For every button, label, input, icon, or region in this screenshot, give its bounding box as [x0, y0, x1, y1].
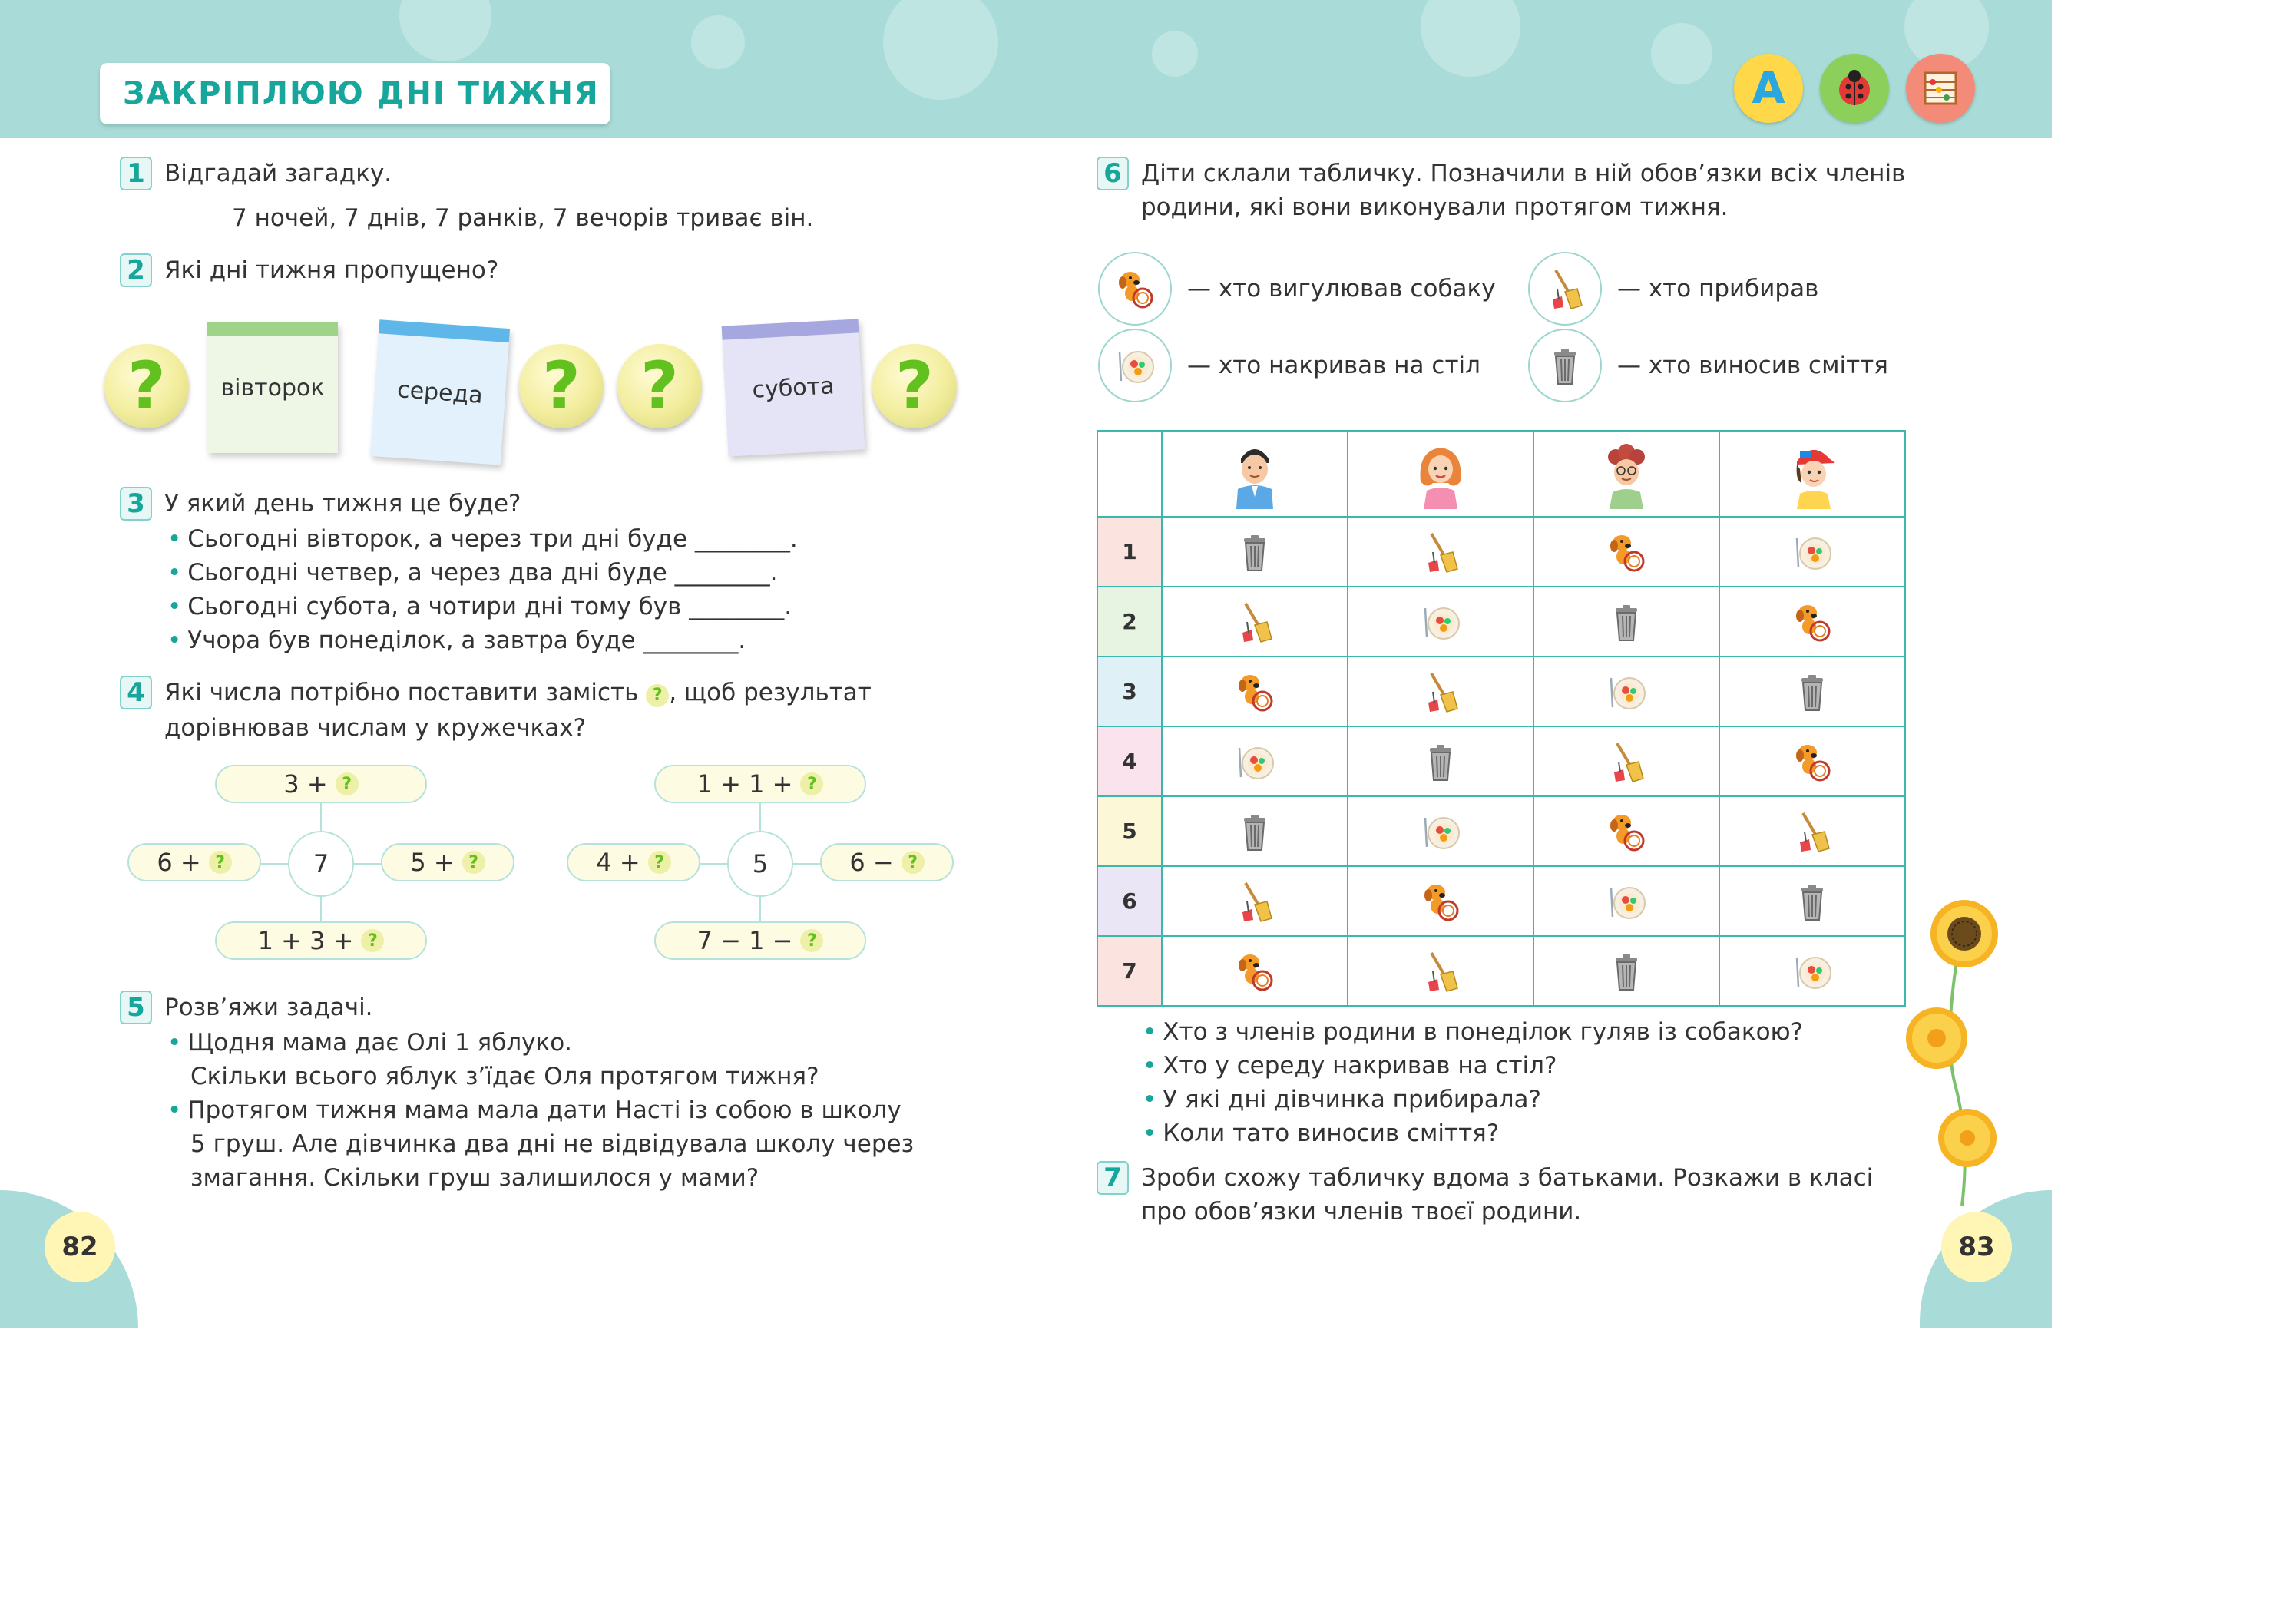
dog-icon — [1098, 252, 1172, 326]
day-number-cell: 7 — [1097, 936, 1162, 1006]
task-6-line-1: Діти склали табличку. Позначили в ній обов’язки всіх членів — [1141, 160, 1906, 187]
day-number-cell: 6 — [1097, 866, 1162, 936]
plate-icon — [1789, 948, 1835, 994]
note-tuesday-label: вівторок — [220, 374, 325, 402]
plate-icon — [1603, 669, 1649, 715]
diagram-1-top: 3 + ? — [215, 765, 427, 803]
girl-avatar — [1348, 431, 1533, 517]
duty-cell — [1533, 936, 1719, 1006]
duty-cell — [1162, 936, 1348, 1006]
task-5-line-2: Скільки всього яблук з’їдає Оля протягом тижня? — [190, 1063, 819, 1090]
table-row — [1097, 936, 1905, 1006]
task-4-number: 4 — [120, 676, 152, 709]
duty-cell — [1348, 657, 1533, 726]
task-5-line-1: • Щодня мама дає Олі 1 яблуко. — [167, 1029, 573, 1057]
table-row — [1097, 517, 1905, 587]
duty-cell — [1162, 517, 1348, 587]
task-7-number: 7 — [1097, 1161, 1129, 1195]
table-row — [1097, 657, 1905, 726]
father-avatar — [1162, 431, 1348, 517]
duty-cell — [1533, 726, 1719, 796]
diagram-2-top: 1 + 1 + ? — [654, 765, 866, 803]
duty-cell — [1533, 657, 1719, 726]
diagram-2-right: 6 − ? — [820, 843, 954, 881]
dog-icon — [1603, 529, 1649, 575]
grandma-avatar — [1533, 431, 1719, 517]
table-row — [1097, 796, 1905, 866]
dog-icon — [1418, 878, 1464, 924]
sunflowers-illustration — [1897, 891, 2012, 1213]
table-corner-cell — [1097, 431, 1162, 517]
boy-avatar — [1719, 431, 1905, 517]
diagram-2-left: 4 + ? — [567, 843, 700, 881]
broom-icon — [1528, 252, 1602, 326]
missing-day-ball-3[interactable]: ? — [617, 344, 702, 428]
task-2-number: 2 — [120, 253, 152, 287]
trash-can-icon — [1789, 669, 1835, 715]
duty-cell — [1162, 866, 1348, 936]
task-5-number: 5 — [120, 991, 152, 1024]
trash-can-icon — [1528, 329, 1602, 402]
broom-icon — [1418, 948, 1464, 994]
diagram-1-bottom: 1 + 3 + ? — [215, 921, 427, 960]
legend-dog-text: — хто вигулював собаку — [1187, 275, 1496, 303]
duty-cell — [1162, 726, 1348, 796]
task-7-line-1: Зроби схожу табличку вдома з батьками. Розкажи в класі — [1141, 1164, 1874, 1192]
duty-cell — [1348, 726, 1533, 796]
trash-can-icon — [1418, 739, 1464, 785]
duty-cell — [1533, 796, 1719, 866]
plate-icon — [1603, 878, 1649, 924]
duty-cell — [1719, 517, 1905, 587]
page-number-left: 82 — [45, 1212, 115, 1282]
task-6-question-3: • У які дні дівчинка прибирала? — [1143, 1086, 1541, 1113]
task-6-question-2: • Хто у середу накривав на стіл? — [1143, 1052, 1557, 1080]
ladybug-icon[interactable] — [1820, 54, 1889, 123]
task-1-prompt: Відгадай загадку. — [164, 160, 392, 187]
duty-cell — [1348, 517, 1533, 587]
task-3-item-3: • Сьогодні субота, а чотири дні тому був ________. — [167, 593, 792, 620]
plate-icon — [1098, 329, 1172, 402]
task-6-line-2: родини, які вони виконували протягом тижня. — [1141, 193, 1729, 221]
duty-cell — [1719, 936, 1905, 1006]
table-row — [1097, 587, 1905, 657]
duty-cell — [1162, 657, 1348, 726]
broom-icon — [1789, 809, 1835, 855]
note-wednesday — [370, 319, 510, 465]
question-mark-icon: ? — [646, 684, 669, 707]
duty-cell — [1348, 796, 1533, 866]
diagram-1-center: 7 — [288, 831, 354, 897]
diagram-2-bottom: 7 − 1 − ? — [654, 921, 866, 960]
note-wednesday-label: середа — [396, 375, 484, 409]
note-saturday-label: субота — [751, 372, 835, 404]
letter-a-icon[interactable]: A — [1734, 54, 1803, 123]
dog-icon — [1232, 669, 1278, 715]
dog-icon — [1789, 739, 1835, 785]
day-number-cell: 5 — [1097, 796, 1162, 866]
legend-broom-text: — хто прибирав — [1617, 275, 1819, 303]
task-3-item-2: • Сьогодні четвер, а через два дні буде ________. — [167, 559, 778, 587]
diagram-1-right: 5 + ? — [381, 843, 514, 881]
trash-can-icon — [1603, 948, 1649, 994]
task-3-number: 3 — [120, 487, 152, 521]
dog-icon — [1789, 599, 1835, 645]
broom-icon — [1603, 739, 1649, 785]
table-row — [1097, 866, 1905, 936]
task-3-prompt: У який день тижня це буде? — [164, 490, 521, 518]
duty-cell — [1533, 866, 1719, 936]
table-header-row — [1097, 431, 1905, 517]
task-6-number: 6 — [1097, 157, 1129, 190]
duty-cell — [1348, 587, 1533, 657]
table-row — [1097, 726, 1905, 796]
trash-can-icon — [1232, 529, 1278, 575]
missing-day-ball-4[interactable]: ? — [872, 344, 957, 428]
task-5-line-4: 5 груш. Але дівчинка два дні не відвідувала школу через — [190, 1130, 915, 1158]
duties-table — [1097, 430, 1906, 1007]
duty-cell — [1533, 587, 1719, 657]
plate-icon — [1418, 809, 1464, 855]
task-1-riddle: 7 ночей, 7 днів, 7 ранків, 7 вечорів триває він. — [232, 204, 814, 232]
page-title: ЗАКРІПЛЮЮ ДНІ ТИЖНЯ — [123, 76, 600, 111]
diagram-1-left: 6 + ? — [127, 843, 261, 881]
duty-cell — [1719, 796, 1905, 866]
trash-can-icon — [1603, 599, 1649, 645]
duty-cell — [1719, 866, 1905, 936]
task-1-number: 1 — [120, 157, 152, 190]
plate-icon — [1789, 529, 1835, 575]
duty-cell — [1719, 587, 1905, 657]
day-number-cell: 1 — [1097, 517, 1162, 587]
broom-icon — [1232, 599, 1278, 645]
task-4-line-2: дорівнював числам у кружечках? — [164, 714, 587, 742]
task-5-line-5: змагання. Скільки груш залишилося у мами? — [190, 1164, 759, 1192]
broom-icon — [1232, 878, 1278, 924]
note-saturday — [722, 319, 865, 456]
diagram-2-center: 5 — [727, 831, 793, 897]
duty-cell — [1533, 517, 1719, 587]
task-5-prompt: Розв’яжи задачі. — [164, 994, 373, 1021]
trash-can-icon — [1789, 878, 1835, 924]
duty-cell — [1348, 866, 1533, 936]
dog-icon — [1232, 948, 1278, 994]
missing-day-ball-2[interactable]: ? — [519, 344, 604, 428]
task-7-line-2: про обов’язки членів твоєї родини. — [1141, 1198, 1582, 1225]
task-6-question-1: • Хто з членів родини в понеділок гуляв із собакою? — [1143, 1018, 1804, 1046]
legend-trash-text: — хто виносив сміття — [1617, 352, 1888, 379]
page-number-right: 83 — [1941, 1212, 2012, 1282]
page-title-box — [100, 63, 610, 124]
plate-icon — [1232, 739, 1278, 785]
broom-icon — [1418, 529, 1464, 575]
dog-icon — [1603, 809, 1649, 855]
task-3-item-4: • Учора був понеділок, а завтра буде ________. — [167, 627, 746, 654]
duty-cell — [1719, 726, 1905, 796]
duty-cell — [1162, 796, 1348, 866]
day-number-cell: 3 — [1097, 657, 1162, 726]
task-3-item-1: • Сьогодні вівторок, а через три дні буде ________. — [167, 525, 798, 553]
duty-cell — [1162, 587, 1348, 657]
abacus-icon[interactable] — [1906, 54, 1975, 123]
broom-icon — [1418, 669, 1464, 715]
day-number-cell: 2 — [1097, 587, 1162, 657]
missing-day-ball-1[interactable]: ? — [104, 344, 189, 428]
plate-icon — [1418, 599, 1464, 645]
trash-can-icon — [1232, 809, 1278, 855]
task-5-line-3: • Протягом тижня мама мала дати Насті із собою в школу — [167, 1096, 902, 1124]
duty-cell — [1719, 657, 1905, 726]
legend-plate-text: — хто накривав на стіл — [1187, 352, 1480, 379]
task-2-prompt: Які дні тижня пропущено? — [164, 256, 499, 284]
task-6-question-4: • Коли тато виносив сміття? — [1143, 1120, 1500, 1147]
note-tuesday — [207, 322, 338, 453]
task-4-line-1: Які числа потрібно поставити замість ? , щоб результат — [164, 679, 872, 706]
day-number-cell: 4 — [1097, 726, 1162, 796]
duty-cell — [1348, 936, 1533, 1006]
